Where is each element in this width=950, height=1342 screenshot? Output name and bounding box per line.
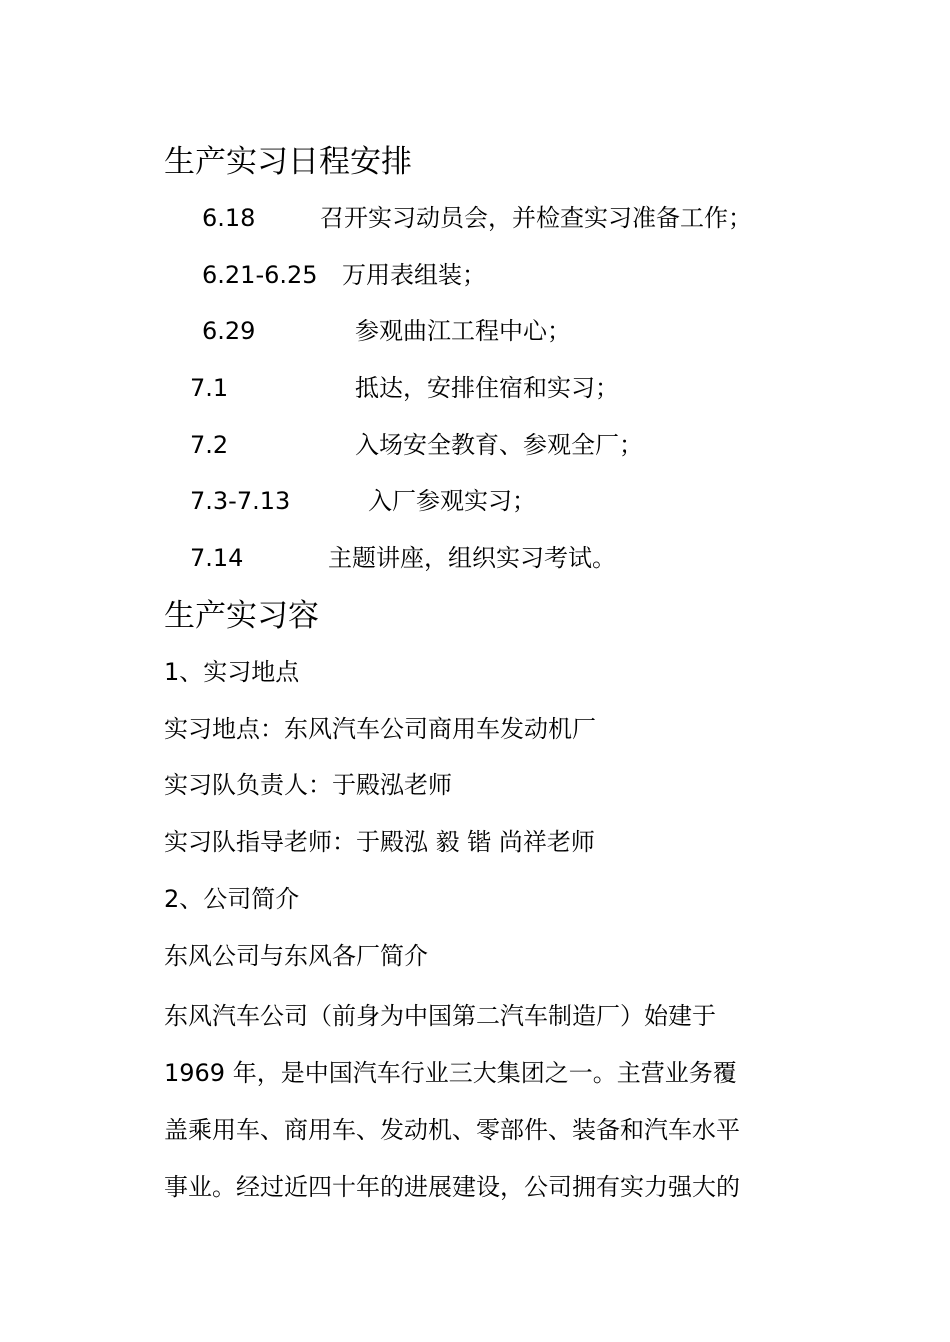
schedule-text: 参观曲江工程中心； bbox=[355, 317, 571, 345]
paragraph-line: 事业。经过近四十年的进展建设，公司拥有实力强大的 bbox=[164, 1173, 740, 1201]
paragraph-line: 1969 年，是中国汽车行业三大集团之一。主营业务覆 bbox=[164, 1059, 737, 1087]
schedule-text: 万用表组装； bbox=[342, 261, 486, 289]
leader-line: 实习队负责人：于殿泓老师 bbox=[164, 771, 452, 799]
schedule-date: 6.29 bbox=[202, 317, 256, 345]
location-line: 实习地点：东风汽车公司商用车发动机厂 bbox=[164, 715, 596, 743]
schedule-text: 召开实习动员会，并检查实习准备工作； bbox=[320, 204, 752, 232]
section-heading: 1、实习地点 bbox=[164, 658, 300, 686]
paragraph-line: 盖乘用车、商用车、发动机、零部件、装备和汽车水平 bbox=[164, 1116, 740, 1144]
schedule-title: 生产实习日程安排 bbox=[164, 144, 412, 180]
schedule-date: 6.18 bbox=[202, 204, 256, 232]
advisors-line: 实习队指导老师：于殿泓 毅 锴 尚祥老师 bbox=[164, 828, 595, 856]
schedule-date: 7.3-7.13 bbox=[190, 487, 291, 515]
schedule-date: 7.1 bbox=[190, 374, 229, 402]
section-subheading: 东风公司与东风各厂简介 bbox=[164, 942, 428, 970]
schedule-date: 6.21-6.25 bbox=[202, 261, 318, 289]
schedule-text: 主题讲座，组织实习考试。 bbox=[328, 544, 616, 572]
schedule-text: 入厂参观实习； bbox=[368, 487, 536, 515]
schedule-date: 7.2 bbox=[190, 431, 229, 459]
section-heading: 2、公司简介 bbox=[164, 885, 300, 913]
schedule-text: 抵达，安排住宿和实习； bbox=[355, 374, 619, 402]
schedule-date: 7.14 bbox=[190, 544, 244, 572]
content-title: 生产实习容 bbox=[164, 598, 319, 634]
paragraph-line: 东风汽车公司（前身为中国第二汽车制造厂）始建于 bbox=[164, 1002, 716, 1030]
schedule-text: 入场安全教育、参观全厂； bbox=[355, 431, 643, 459]
